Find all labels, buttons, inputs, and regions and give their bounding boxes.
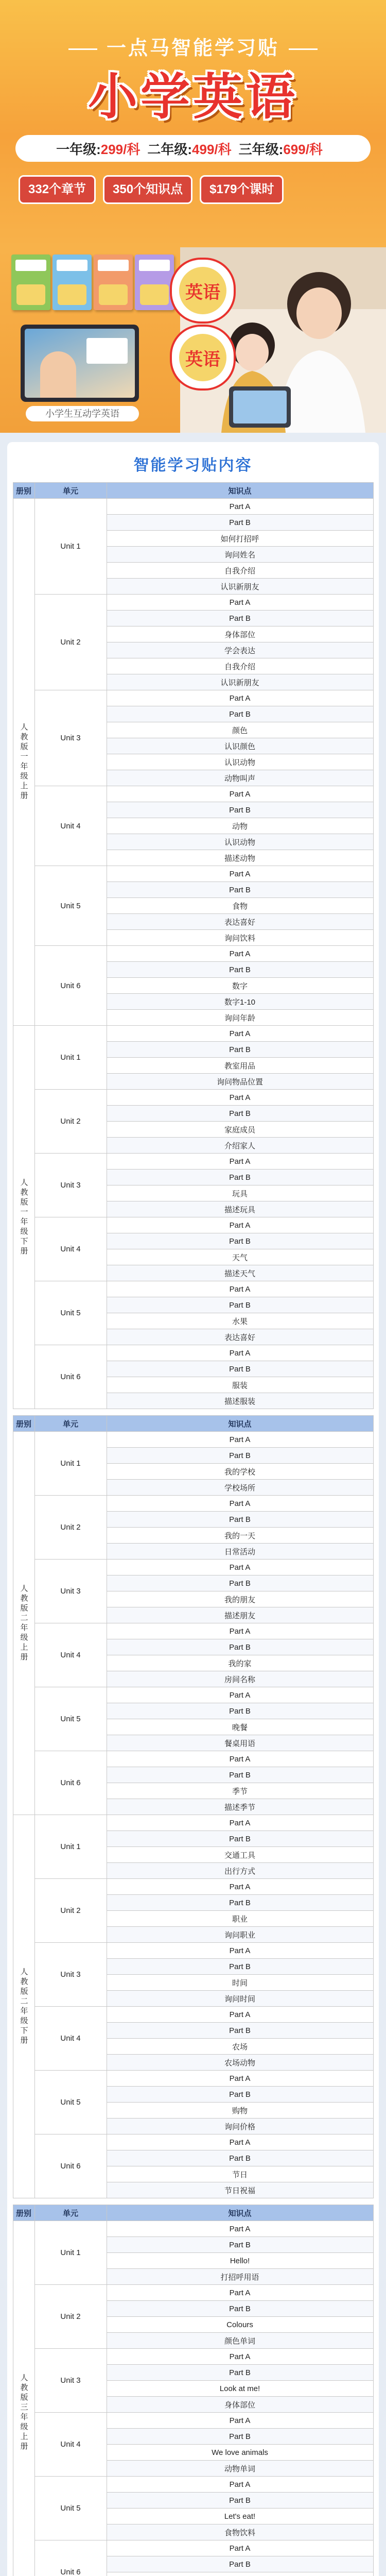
knowledge-point-cell: Part A — [107, 1217, 373, 1233]
table-row — [13, 2007, 373, 2023]
table-row — [13, 2221, 373, 2237]
knowledge-point-cell: Part A — [107, 690, 373, 706]
table-row — [13, 690, 373, 706]
table-row — [13, 786, 373, 802]
unit-cell: Unit 3 — [34, 2349, 107, 2413]
table-row — [13, 1943, 373, 1959]
knowledge-point-cell: Part A — [107, 786, 373, 802]
knowledge-point-cell: 询问物品位置 — [107, 1074, 373, 1090]
table-header-cell: 册别 — [13, 2205, 34, 2221]
whiteboard-icon — [86, 338, 128, 364]
knowledge-point-cell: Part B — [107, 2556, 373, 2572]
unit-cell: Unit 5 — [34, 2071, 107, 2134]
knowledge-point-cell: Part A — [107, 1751, 373, 1767]
table-row — [13, 1345, 373, 1361]
unit-cell: Unit 5 — [34, 2477, 107, 2540]
tablet-screen — [25, 329, 135, 398]
unit-cell: Unit 6 — [34, 2134, 107, 2198]
price-bar — [15, 135, 371, 162]
knowledge-point-cell: Part B — [107, 962, 373, 978]
unit-cell: Unit 1 — [34, 499, 107, 595]
knowledge-point-cell: Part A — [107, 2540, 373, 2556]
unit-cell: Unit 1 — [34, 1815, 107, 1879]
knowledge-point-cell: Part A — [107, 1687, 373, 1703]
brand-line — [0, 32, 386, 60]
table-row — [13, 1496, 373, 1512]
knowledge-point-cell: Part A — [107, 2221, 373, 2237]
english-book-badge — [170, 258, 236, 324]
table-header-row — [13, 2205, 373, 2221]
volume-cell: 人教版一年级上册 — [13, 499, 34, 1026]
unit-cell: Unit 5 — [34, 1687, 107, 1751]
unit-cell: Unit 3 — [34, 1154, 107, 1217]
table-header-cell: 册别 — [13, 1416, 34, 1432]
knowledge-point-cell: 表达喜好 — [107, 914, 373, 930]
volume-cell: 人教版二年级下册 — [13, 1815, 34, 2198]
product-showcase — [0, 247, 386, 433]
knowledge-point-cell: Part B — [107, 1895, 373, 1911]
knowledge-point-cell: Part B — [107, 2087, 373, 2103]
badge-label: 英语 — [179, 334, 226, 381]
knowledge-point-cell: 农场动物 — [107, 2055, 373, 2071]
knowledge-point-cell: We love animals — [107, 2445, 373, 2461]
textbook-icon — [135, 255, 174, 310]
curriculum-table — [13, 1415, 374, 2198]
brand-dash-right — [289, 48, 318, 50]
knowledge-point-cell: Part A — [107, 946, 373, 962]
knowledge-point-cell: Part A — [107, 595, 373, 611]
knowledge-point-cell: 动物单词 — [107, 2461, 373, 2477]
brand-dash-left — [68, 48, 97, 50]
knowledge-point-cell: 自我介绍 — [107, 658, 373, 674]
content-card — [7, 442, 379, 2576]
knowledge-point-cell: Part B — [107, 1512, 373, 1528]
unit-cell: Unit 3 — [34, 1560, 107, 1623]
knowledge-point-cell: 数字1-10 — [107, 994, 373, 1010]
unit-cell: Unit 4 — [34, 1623, 107, 1687]
table-row — [13, 866, 373, 882]
table-row — [13, 1026, 373, 1042]
tablet-preview — [21, 325, 139, 402]
knowledge-point-cell: Part B — [107, 2429, 373, 2445]
knowledge-point-cell: 节日祝福 — [107, 2182, 373, 2198]
knowledge-point-cell: Part A — [107, 2007, 373, 2023]
knowledge-point-cell: Part A — [107, 2285, 373, 2301]
table-row — [13, 1751, 373, 1767]
page-title: 小学英语 — [88, 68, 298, 126]
knowledge-point-cell: 询问年龄 — [107, 1010, 373, 1026]
knowledge-point-cell: Part B — [107, 882, 373, 898]
knowledge-point-cell: 我的朋友 — [107, 1591, 373, 1607]
knowledge-point-cell: 询问职业 — [107, 1927, 373, 1943]
knowledge-point-cell: Part B — [107, 1042, 373, 1058]
teacher-icon — [40, 351, 76, 398]
curriculum-table — [13, 2205, 374, 2576]
knowledge-point-cell: Part B — [107, 2365, 373, 2381]
table-row — [13, 1217, 373, 1233]
knowledge-point-cell: Part A — [107, 2477, 373, 2493]
table-header-cell: 册别 — [13, 483, 34, 499]
knowledge-point-cell: Part A — [107, 1154, 373, 1170]
unit-cell: Unit 2 — [34, 1879, 107, 1943]
textbook-icon — [94, 255, 133, 310]
knowledge-point-cell: 认识动物 — [107, 754, 373, 770]
knowledge-point-cell: Part A — [107, 866, 373, 882]
knowledge-point-cell: 描述天气 — [107, 1265, 373, 1281]
knowledge-point-cell: Part B — [107, 2301, 373, 2317]
unit-cell: Unit 5 — [34, 866, 107, 946]
knowledge-point-cell — [107, 2572, 373, 2576]
knowledge-point-cell: Part A — [107, 1026, 373, 1042]
knowledge-point-cell: Part B — [107, 1361, 373, 1377]
table-row — [13, 2071, 373, 2087]
knowledge-point-cell: 天气 — [107, 1249, 373, 1265]
knowledge-point-cell: 我的一天 — [107, 1528, 373, 1544]
knowledge-point-cell: 食物饮料 — [107, 2524, 373, 2540]
unit-cell: Unit 1 — [34, 1026, 107, 1090]
table-row — [13, 1432, 373, 1448]
badge-label: 英语 — [179, 267, 226, 314]
table-header-cell: 知识点 — [107, 483, 373, 499]
knowledge-point-cell: Part A — [107, 1879, 373, 1895]
knowledge-point-cell: 晚餐 — [107, 1719, 373, 1735]
unit-cell: Unit 3 — [34, 690, 107, 786]
volume-cell: 人教版一年级下册 — [13, 1026, 34, 1409]
table-row — [13, 1623, 373, 1639]
knowledge-point-cell: 学会表达 — [107, 642, 373, 658]
unit-cell: Unit 2 — [34, 1496, 107, 1560]
knowledge-point-cell: 认识新朋友 — [107, 674, 373, 690]
volume-cell: 人教版二年级上册 — [13, 1432, 34, 1815]
knowledge-point-cell: Part A — [107, 2134, 373, 2150]
price-grade-3: 三年级:699/科 — [238, 141, 323, 157]
knowledge-point-cell: Part A — [107, 2349, 373, 2365]
unit-cell: Unit 2 — [34, 1090, 107, 1154]
knowledge-point-cell: 教室用品 — [107, 1058, 373, 1074]
knowledge-point-cell: Colours — [107, 2317, 373, 2333]
unit-cell: Unit 6 — [34, 1345, 107, 1409]
unit-cell: Unit 2 — [34, 595, 107, 690]
textbook-icon — [11, 255, 50, 310]
knowledge-point-cell: 描述季节 — [107, 1799, 373, 1815]
knowledge-point-cell: 食物 — [107, 898, 373, 914]
price-grade-2: 二年级:499/科 — [147, 141, 232, 157]
unit-cell: Unit 1 — [34, 2221, 107, 2285]
knowledge-point-cell: 我的学校 — [107, 1464, 373, 1480]
feature-pills — [19, 175, 284, 204]
knowledge-point-cell: 我的家 — [107, 1655, 373, 1671]
knowledge-point-cell: 身体部位 — [107, 2397, 373, 2413]
table-header-cell: 知识点 — [107, 1416, 373, 1432]
table-row — [13, 499, 373, 515]
knowledge-point-cell: 水果 — [107, 1313, 373, 1329]
knowledge-point-cell: 交通工具 — [107, 1847, 373, 1863]
unit-cell: Unit 4 — [34, 1217, 107, 1281]
knowledge-point-cell: Part A — [107, 1432, 373, 1448]
unit-cell: Unit 4 — [34, 2007, 107, 2071]
knowledge-point-cell: Part B — [107, 1639, 373, 1655]
unit-cell: Unit 3 — [34, 1943, 107, 2007]
unit-cell: Unit 6 — [34, 946, 107, 1026]
knowledge-point-cell: 认识新朋友 — [107, 579, 373, 595]
knowledge-point-cell: Part B — [107, 1297, 373, 1313]
table-row — [13, 1281, 373, 1297]
knowledge-point-cell: Part B — [107, 706, 373, 722]
knowledge-point-cell: Part A — [107, 1623, 373, 1639]
knowledge-point-cell: Part B — [107, 1959, 373, 1975]
unit-cell: Unit 5 — [34, 1281, 107, 1345]
knowledge-point-cell: Part A — [107, 1815, 373, 1831]
knowledge-point-cell: 询问姓名 — [107, 547, 373, 563]
knowledge-point-cell: Part B — [107, 2023, 373, 2039]
knowledge-point-cell: 询问饮料 — [107, 930, 373, 946]
knowledge-point-cell: 职业 — [107, 1911, 373, 1927]
knowledge-point-cell: 服装 — [107, 1377, 373, 1393]
knowledge-point-cell: Part A — [107, 1560, 373, 1575]
knowledge-point-cell: 节日 — [107, 2166, 373, 2182]
table-row — [13, 1154, 373, 1170]
knowledge-point-cell: 餐桌用语 — [107, 1735, 373, 1751]
knowledge-point-cell: Part A — [107, 2413, 373, 2429]
knowledge-point-cell: Part B — [107, 2237, 373, 2253]
knowledge-point-cell: 身体部位 — [107, 626, 373, 642]
knowledge-point-cell: Look at me! — [107, 2381, 373, 2397]
hero-banner — [0, 0, 386, 247]
knowledge-point-cell: Part B — [107, 1767, 373, 1783]
table-header-cell: 知识点 — [107, 2205, 373, 2221]
knowledge-point-cell: 动物 — [107, 818, 373, 834]
knowledge-point-cell: 学校场所 — [107, 1480, 373, 1496]
unit-cell: Unit 2 — [34, 2285, 107, 2349]
knowledge-point-cell: 农场 — [107, 2039, 373, 2055]
knowledge-point-cell: 房间名称 — [107, 1671, 373, 1687]
knowledge-point-cell: 自我介绍 — [107, 563, 373, 579]
table-row — [13, 2413, 373, 2429]
table-row — [13, 1090, 373, 1106]
knowledge-point-cell: 颜色 — [107, 722, 373, 738]
knowledge-point-cell: Part B — [107, 1106, 373, 1122]
knowledge-point-cell: Part B — [107, 2150, 373, 2166]
knowledge-point-cell: Part A — [107, 2071, 373, 2087]
table-row — [13, 2285, 373, 2301]
knowledge-point-cell: 描述动物 — [107, 850, 373, 866]
knowledge-point-cell: Part B — [107, 611, 373, 626]
knowledge-point-cell: 询问时间 — [107, 1991, 373, 2007]
volume-cell: 人教版三年级上册 — [13, 2221, 34, 2576]
knowledge-point-cell: Part A — [107, 1496, 373, 1512]
table-row — [13, 2134, 373, 2150]
knowledge-point-cell: Part B — [107, 1575, 373, 1591]
knowledge-point-cell: 季节 — [107, 1783, 373, 1799]
unit-cell: Unit 4 — [34, 786, 107, 866]
table-header-row — [13, 483, 373, 499]
knowledge-point-cell: Part B — [107, 1448, 373, 1464]
knowledge-point-cell: Part B — [107, 515, 373, 531]
pill-lessons: $179个课时 — [200, 175, 284, 204]
knowledge-point-cell: 玩具 — [107, 1185, 373, 1201]
textbook-icon — [52, 255, 92, 310]
table-row — [13, 1560, 373, 1575]
knowledge-point-cell: 颜色单词 — [107, 2333, 373, 2349]
knowledge-point-cell: 介绍家人 — [107, 1138, 373, 1154]
pill-chapters: 332个章节 — [19, 175, 96, 204]
tablet-caption: 小学生互动学英语 — [26, 406, 139, 421]
knowledge-point-cell: 描述朋友 — [107, 1607, 373, 1623]
knowledge-point-cell: 描述玩具 — [107, 1201, 373, 1217]
english-book-badge — [170, 325, 236, 391]
knowledge-point-cell: Part A — [107, 1090, 373, 1106]
price-grade-1: 一年级:299/科 — [56, 141, 141, 157]
knowledge-point-cell: 询问价格 — [107, 2119, 373, 2134]
knowledge-point-cell: Let's eat! — [107, 2509, 373, 2524]
brand-name: 一点马智能学习贴 — [106, 38, 279, 59]
table-header-row — [13, 1416, 373, 1432]
table-row — [13, 595, 373, 611]
knowledge-point-cell: 动物叫声 — [107, 770, 373, 786]
knowledge-point-cell: 如何打招呼 — [107, 531, 373, 547]
knowledge-point-cell: Part B — [107, 1170, 373, 1185]
unit-cell: Unit 6 — [34, 2540, 107, 2576]
knowledge-point-cell: Hello! — [107, 2253, 373, 2269]
knowledge-point-cell: Part B — [107, 1233, 373, 1249]
unit-cell: Unit 6 — [34, 1751, 107, 1815]
knowledge-point-cell: Part A — [107, 499, 373, 515]
table-row — [13, 946, 373, 962]
table-row — [13, 2349, 373, 2365]
textbook-stack — [11, 247, 181, 319]
knowledge-point-cell: 认识颜色 — [107, 738, 373, 754]
content-area — [0, 433, 386, 2576]
table-header-cell: 单元 — [34, 1416, 107, 1432]
knowledge-point-cell: 时间 — [107, 1975, 373, 1991]
knowledge-point-cell: 认识动物 — [107, 834, 373, 850]
pill-knowledge-points: 350个知识点 — [103, 175, 192, 204]
knowledge-point-cell: 购物 — [107, 2103, 373, 2119]
knowledge-point-cell: Part A — [107, 1345, 373, 1361]
knowledge-point-cell: Part B — [107, 1703, 373, 1719]
section-heading: 智能学习贴内容 — [133, 457, 253, 474]
knowledge-point-cell: 表达喜好 — [107, 1329, 373, 1345]
table-header-cell: 单元 — [34, 2205, 107, 2221]
table-row — [13, 2540, 373, 2556]
knowledge-point-cell: Part A — [107, 1281, 373, 1297]
grade-tables — [7, 482, 379, 2576]
knowledge-point-cell: Part B — [107, 2493, 373, 2509]
unit-cell: Unit 4 — [34, 2413, 107, 2477]
table-row — [13, 2477, 373, 2493]
knowledge-point-cell: 出行方式 — [107, 1863, 373, 1879]
knowledge-point-cell: 家庭成员 — [107, 1122, 373, 1138]
knowledge-point-cell: Part B — [107, 802, 373, 818]
table-row — [13, 1879, 373, 1895]
table-header-cell: 单元 — [34, 483, 107, 499]
knowledge-point-cell: 日常活动 — [107, 1544, 373, 1560]
knowledge-point-cell: Part B — [107, 1831, 373, 1847]
curriculum-table — [13, 482, 374, 1409]
unit-cell: Unit 1 — [34, 1432, 107, 1496]
knowledge-point-cell: 数字 — [107, 978, 373, 994]
table-row — [13, 1815, 373, 1831]
table-row — [13, 1687, 373, 1703]
knowledge-point-cell: Part A — [107, 1943, 373, 1959]
knowledge-point-cell: 打招呼用语 — [107, 2269, 373, 2285]
knowledge-point-cell: 描述服装 — [107, 1393, 373, 1409]
